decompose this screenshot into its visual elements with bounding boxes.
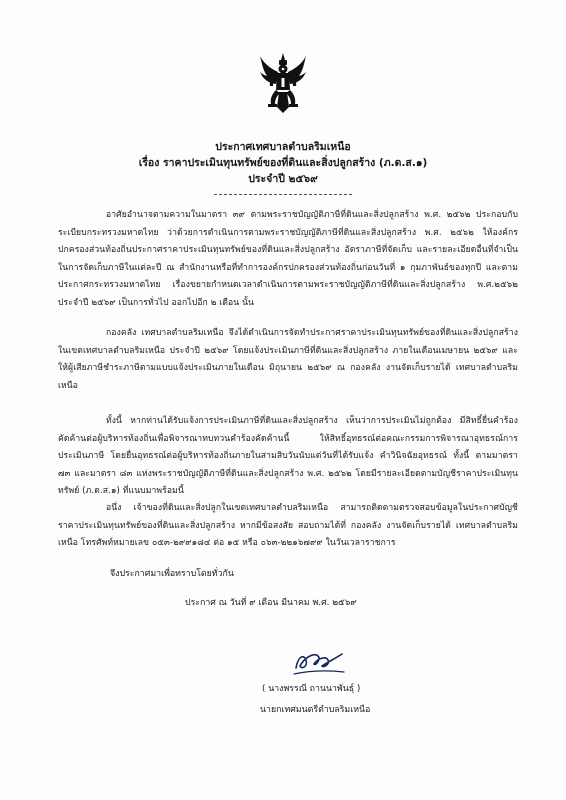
announcement-title: ประกาศเทศบาลตำบลริมเหนือ <box>215 141 351 153</box>
paragraph-contact <box>58 500 518 553</box>
paragraph-text: อนึ่ง เจ้าของที่ดินและสิ่งปลูกในเขตเทศบาลตำบลริมเหนือ สามารถติดตามตรวจสอบข้อมูลในประกาศบัญชีราคาประเมินทุนทรัพย์ของที่ดินและสิ่งปลูกสร้าง หากมีข้อสงสัย สอบถามได้ที่ กองคลัง งานจัดเก็บรายได้ เทศบาลตำบลริมเหนือ โทรศัพท์หมายเลข ๐๕๓-๒๙๙๑๘๔ ต่อ ๑๕ หรือ ๐๖๓-๒๒๑๖๗๙๙ ในวันเวลาราชการ <box>58 503 518 548</box>
paragraph-text: อาศัยอำนาจตามความในมาตรา ๓๙ ตามพระราชบัญญัติภาษีที่ดินและสิ่งปลูกสร้าง พ.ศ. ๒๕๖๒ ประกอบกับระเบียบกระทรวงมหาดไทย ว่าด้วยการดำเนินการตามพระราชบัญญัติภาษีที่ดินและสิ่งปลูกสร้าง พ.ศ. ๒๕๖๒ ให้องค์กรปกครองส่วนท้องถิ่นประกาศราคาประเมินทุนทรัพย์ของที่ดินและสิ่งปลูกสร้าง อัตราภาษีที่จัดเก็บ และรายละเอียดอื่นที่จำเป็นในการจัดเก็บภาษีในแต่ละปี ณ สำนักงานหรือที่ทำการองค์กรปกครองส่วนท้องถิ่นก่อนวันที่ ๑ กุมภาพันธ์ของทุกปี และตามประกาศกระทรวงมหาดไทย เรื่องขยายกำหนดเวลาดำเนินการตามพระราชบัญญัติภาษีที่ดินและสิ่งปลูกสร้าง พ.ศ.๒๕๖๒ ประจำปี ๒๕๖๙ เป็นการทั่วไป ออกไปอีก ๒ เดือน นั้น <box>58 210 518 308</box>
paragraph-legal-basis <box>58 207 518 312</box>
garuda-emblem-icon <box>259 52 307 114</box>
paragraph-text: กองคลัง เทศบาลตำบลริมเหนือ จึงได้ดำเนินการจัดทำประกาศราคาประเมินทุนทรัพย์ของที่ดินและสิ่งปลูกสร้าง ในเขตเทศบาลตำบลริมเหนือ ประจำปี ๒๕๖๙ โดยแจ้งประเมินภาษีที่ดินและสิ่งปลูกสร้าง ภายในเดือนเมษายน ๒๕๖๙ และให้ผู้เสียภาษีชำระภาษีตามแบบแจ้งประเมินภายในเดือน มิถุนายน ๒๕๖๙ ณ กองคลัง งานจัดเก็บรายได้ เทศบาลตำบลริมเหนือ <box>58 328 518 391</box>
announcement-subject: เรื่อง ราคาประเมินทุนทรัพย์ของที่ดินและสิ่งปลูกสร้าง (ภ.ด.ส.๑) <box>138 157 428 169</box>
signer-title: นายกเทศมนตรีตำบลริมเหนือ <box>260 705 371 715</box>
announcement-year: ประจำปี ๒๕๖๙ <box>248 173 318 185</box>
paragraph-appeal <box>58 413 518 501</box>
closing-statement: จึงประกาศมาเพื่อทราบโดยทั่วกัน <box>110 569 234 579</box>
handwritten-signature <box>288 648 348 678</box>
paragraph-text: ทั้งนี้ หากท่านได้รับแจ้งการประเมินภาษีที่ดินและสิ่งปลูกสร้าง เห็นว่าการประเมินไม่ถูกต้อง มีสิทธิ์ยื่นคำร้องคัดค้านต่อผู้บริหารท้องถิ่นเพื่อพิจารณาทบทวนคำร้องคัดค้านนี้ ให้สิทธิ์อุทธรณ์ต่อคณะกรรมการพิจารณาอุทธรณ์การประเมินภาษี โดยยื่นอุทธรณ์ต่อผู้บริหารท้องถิ่นภายในสามสิบวันนับแต่วันที่ได้รับแจ้ง คำวินิจฉัยอุทธรณ์ ทั้งนี้ ตามมาตรา ๗๓ และมาตรา ๘๓ แห่งพระราชบัญญัติภาษีที่ดินและสิ่งปลูกสร้าง พ.ศ. ๒๕๖๒ โดยมีรายละเอียดตามบัญชีราคาประเมินทุนทรัพย์ (ภ.ด.ส.๑) ที่แนบมาพร้อมนี้ <box>58 416 518 496</box>
announcement-date: ประกาศ ณ วันที่ ๙ เดือน มีนาคม พ.ศ. ๒๕๖๙ <box>185 598 357 608</box>
signer-name: ( นางพรรณี ถานนาพันธุ์ ) <box>262 684 361 694</box>
header-divider <box>214 194 352 195</box>
paragraph-assessment <box>58 325 518 395</box>
